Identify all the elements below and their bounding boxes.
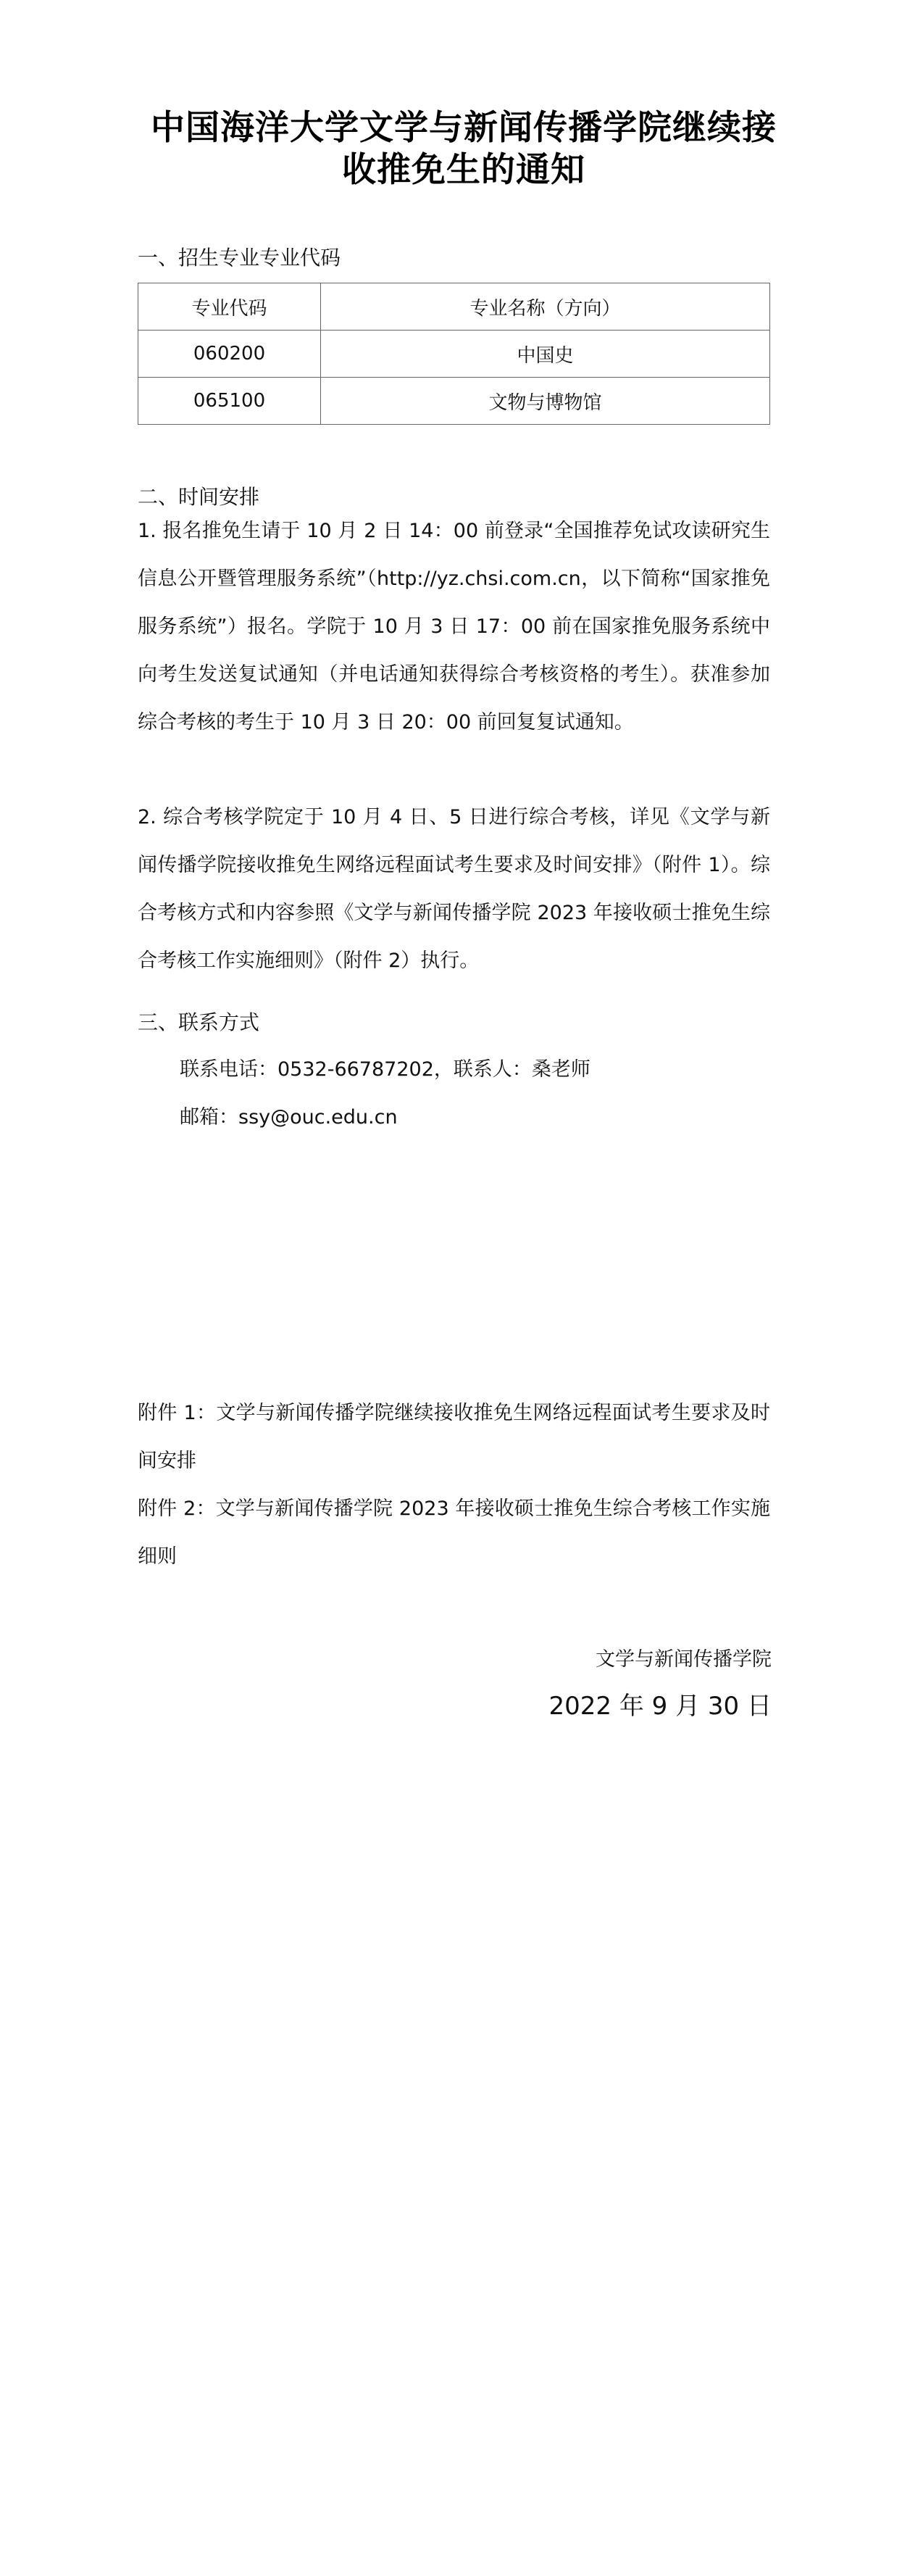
section-1-heading: 一、招生专业专业代码: [138, 246, 341, 270]
table-row: [138, 378, 770, 425]
document-title: [138, 107, 790, 191]
table-cell: 中国史: [321, 331, 770, 378]
table-row: [138, 331, 770, 378]
table-cell: 060200: [138, 331, 321, 378]
title-line-1: 中国海洋大学文学与新闻传播学院继续接: [151, 108, 777, 148]
table-header-cell: 专业代码: [138, 283, 321, 331]
majors-table: [138, 283, 770, 425]
table-header-cell: 专业名称（方向）: [321, 283, 770, 331]
section-2-heading: 二、时间安排: [138, 485, 260, 509]
schedule-item-2: 2. 综合考核学院定于 10 月 4 日、5 日进行综合考核，详见《文学与新闻传播学院接收推免生网络远程面试考生要求及时间安排》（附件 1）。综合考核方式和内容参照《文学与新闻传播学院 2023 年接收硕士推免生综合考核工作实施细则》（附件 2）执行。: [138, 806, 770, 972]
schedule-item-1: 1. 报名推免生请于 10 月 2 日 14：00 前登录“全国推荐免试攻读研究生信息公开暨管理服务系统”（http://yz.chsi.com.cn，以下简称“国家推免服务系统”）报名。学院于 10 月 3 日 17：00 前在国家推免服务系统中向考生发送复试通知（并电话通知获得综合考核资格的考生）。获准参加综合考核的考生于 10 月 3 日 20：00 前回复复试通知。: [138, 520, 770, 734]
attachment-2: 附件 2：文学与新闻传播学院 2023 年接收硕士推免生综合考核工作实施细则: [138, 1497, 770, 1568]
signature-org: 文学与新闻传播学院: [596, 1648, 772, 1671]
table-header-row: [138, 283, 770, 331]
signature-date: 2022 年 9 月 30 日: [548, 1692, 772, 1721]
table-cell: 文物与博物馆: [321, 378, 770, 425]
title-line-2: 收推免生的通知: [342, 150, 585, 190]
section-3-heading: 三、联系方式: [138, 1010, 260, 1034]
attachment-1: 附件 1：文学与新闻传播学院继续接收推免生网络远程面试考生要求及时间安排: [138, 1402, 770, 1472]
contact-phone: 联系电话：0532-66787202，联系人：桑老师: [180, 1058, 590, 1081]
contact-email: 邮箱：ssy@ouc.edu.cn: [180, 1106, 398, 1129]
table-cell: 065100: [138, 378, 321, 425]
